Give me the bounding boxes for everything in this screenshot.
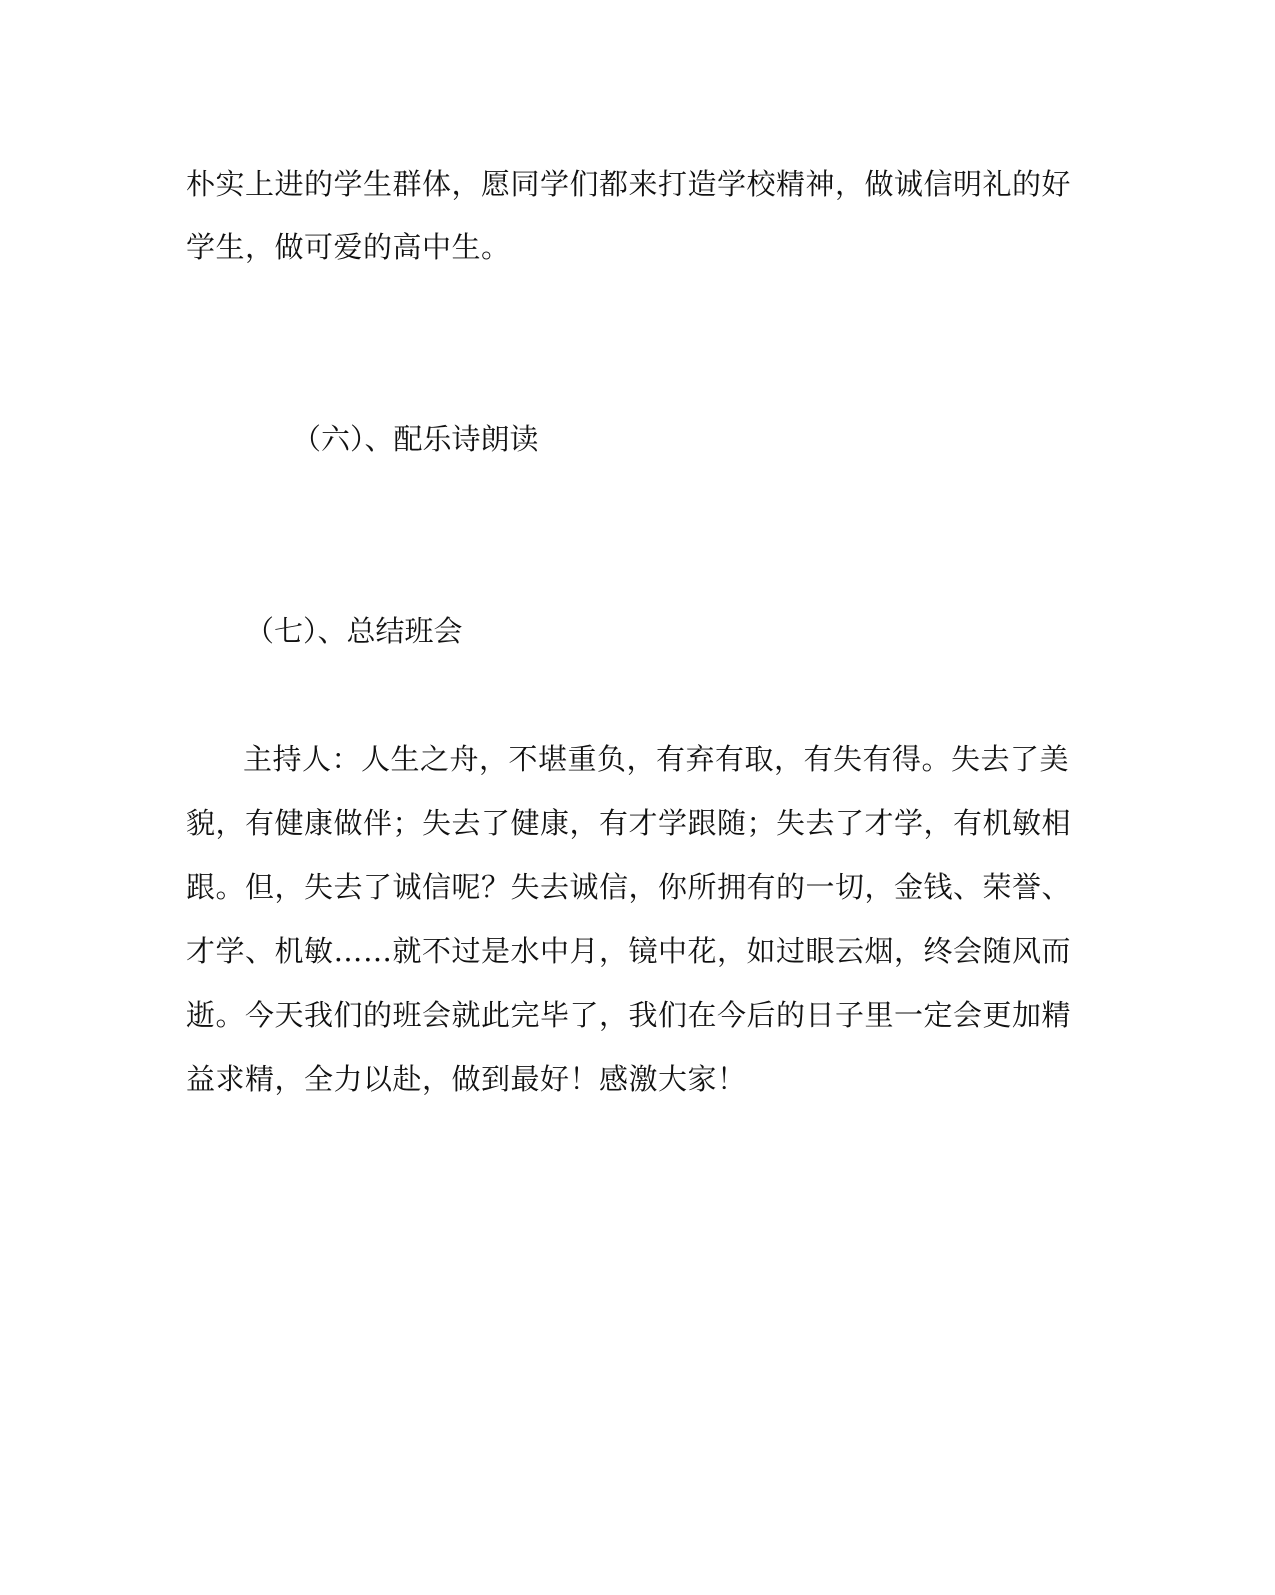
paragraph-line: 朴实上进的学生群体，愿同学们都来打造学校精神，做诚信明礼的好 [186, 167, 1072, 201]
paragraph-line: 主持人：人生之舟，不堪重负，有弃有取，有失有得。失去了美 [243, 742, 1070, 776]
section-heading-seven: （七）、总结班会 [245, 614, 463, 648]
paragraph-line: 益求精，全力以赴，做到最好！感激大家！ [186, 1062, 747, 1096]
paragraph-line: 貌，有健康做伴；失去了健康，有才学跟随；失去了才学，有机敏相 [186, 806, 1072, 840]
paragraph-line: 逝。今天我们的班会就此完毕了，我们在今后的日子里一定会更加精 [186, 998, 1072, 1032]
section-heading-six: （六）、配乐诗朗读 [292, 422, 539, 456]
paragraph-line: 才学、机敏……就不过是水中月，镜中花，如过眼云烟，终会随风而 [186, 934, 1072, 968]
paragraph-line: 跟。但，失去了诚信呢？失去诚信，你所拥有的一切，金钱、荣誉、 [186, 870, 1072, 904]
paragraph-line: 学生，做可爱的高中生。 [186, 230, 511, 264]
